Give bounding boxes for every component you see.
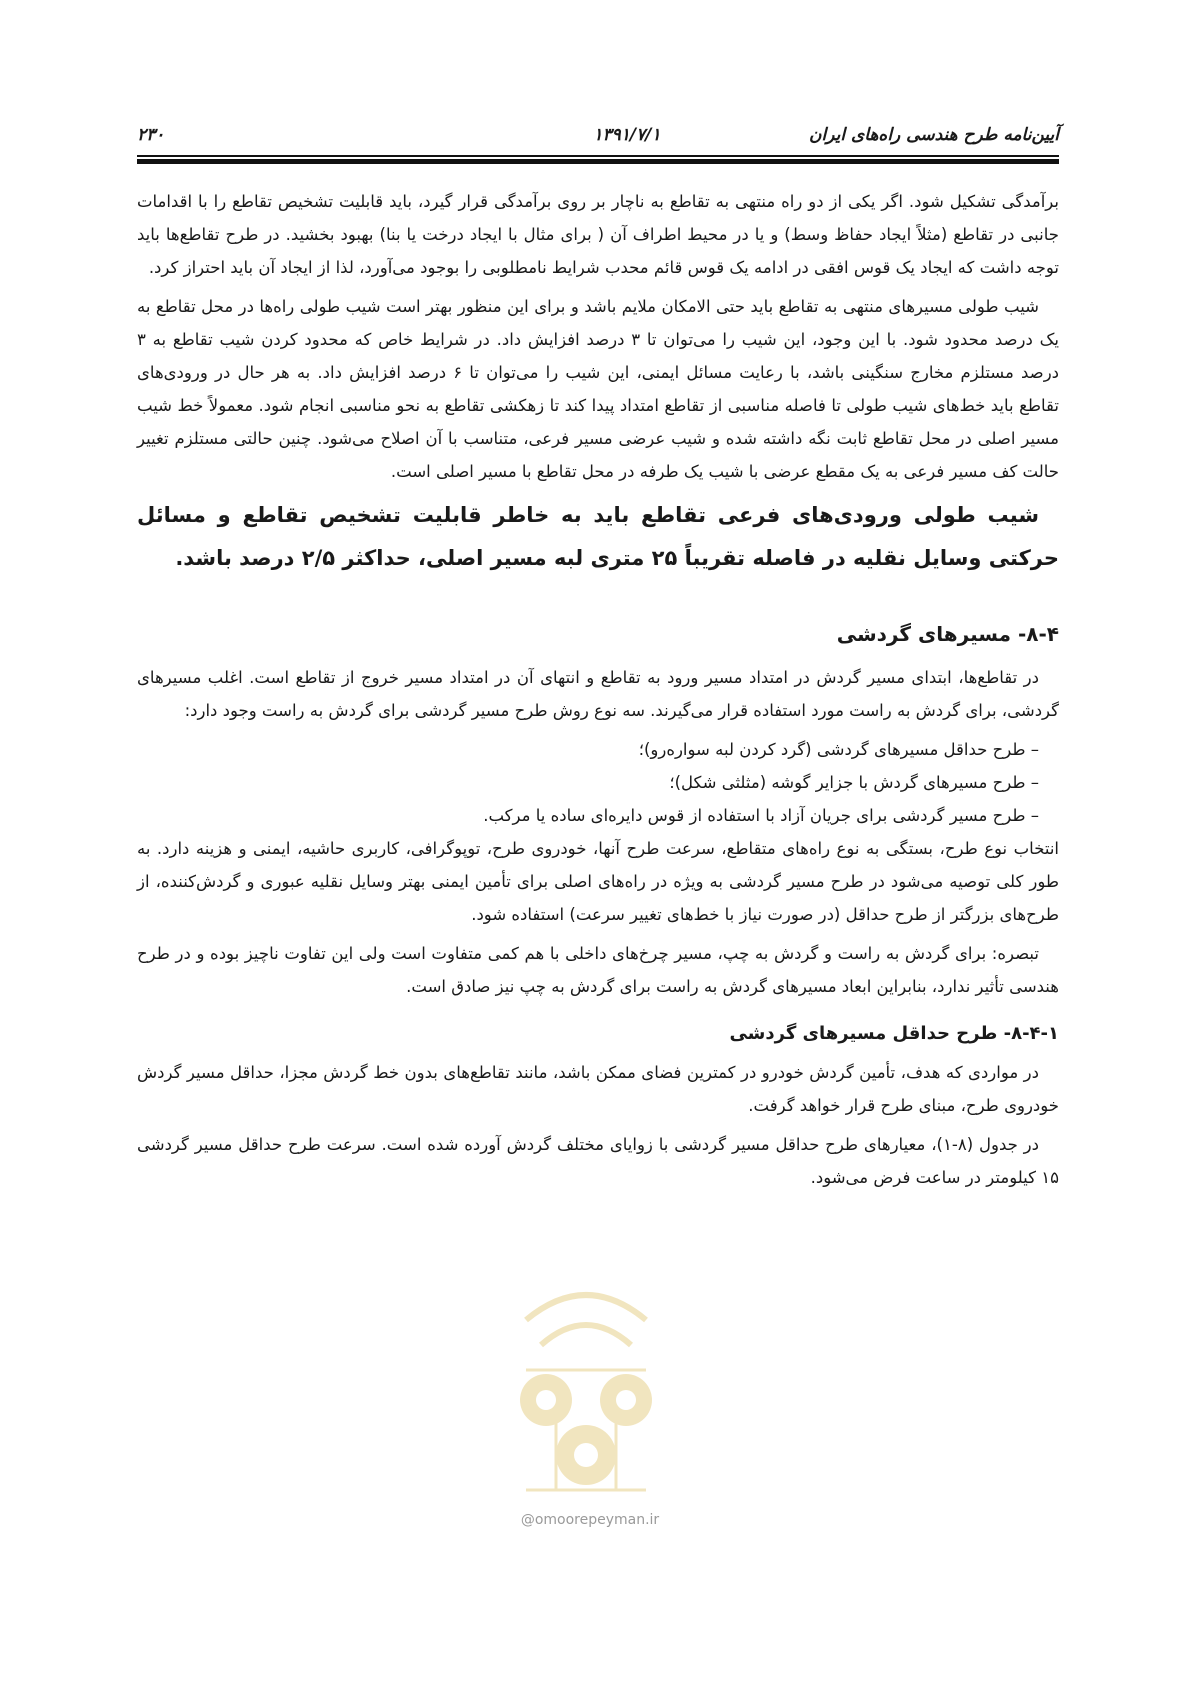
header-rule-thick bbox=[137, 159, 1059, 164]
paragraph: در جدول (۸-۱)، معیارهای طرح حداقل مسیر گردشی با زوایای مختلف گردش آورده شده است. سرعت طرح حداقل مسیر گردشی ۱۵ کیلومتر در ساعت فرض می‌شود. bbox=[137, 1135, 1059, 1187]
gear-logo-icon bbox=[486, 1260, 686, 1510]
list-item: – طرح مسیر گردشی برای جریان آزاد با استفاده از قوس دایره‌ای ساده یا مرکب. bbox=[137, 799, 1039, 832]
watermark-text: @omoorepeyman.ir bbox=[520, 1512, 660, 1528]
bullet-list bbox=[137, 733, 1059, 832]
page-number: ۲۳۰ bbox=[137, 125, 165, 145]
paragraph: در مواردی که هدف، تأمین گردش خودرو در کمترین فضای ممکن باشد، مانند تقاطع‌های بدون خط گردش مجزا، حداقل مسیر گردش خودروی طرح، مبنای طرح قرار خواهد گرفت. bbox=[137, 1063, 1059, 1115]
bold-rule-paragraph: شیب طولی ورودی‌های فرعی تقاطع باید به خاطر قابلیت تشخیص تقاطع و مسائل حرکتی وسایل نقلیه در فاصله تقریباً ۲۵ متری لبه مسیر اصلی، حداکثر ۲/۵ درصد باشد. bbox=[137, 503, 1059, 570]
header-rule-thin bbox=[137, 155, 1059, 157]
list-item: – طرح مسیرهای گردش با جزایر گوشه (مثلثی شکل)؛ bbox=[137, 766, 1039, 799]
page-content bbox=[137, 185, 1059, 1200]
list-item: – طرح حداقل مسیرهای گردشی (گرد کردن لبه سواره‌رو)؛ bbox=[137, 733, 1039, 766]
selection-paragraph: انتخاب نوع طرح، بستگی به نوع راه‌های متقاطع، سرعت طرح آنها، خودروی طرح، توپوگرافی، کاربری حاشیه، ایمنی و هزینه دارد. به طور کلی توصیه می‌شود در طرح مسیر گردشی به ویژه در راه‌های اصلی برای تأمین ایمنی بهتر وسایل نقلیه عبوری و گردش‌کننده، از طرح‌های بزرگتر از طرح حداقل (در صورت نیاز با خط‌های تغییر سرعت) استفاده شود. bbox=[137, 839, 1059, 924]
section-heading: ۸-۴- مسیرهای گردشی bbox=[836, 622, 1059, 646]
section-intro: در تقاطع‌ها، ابتدای مسیر گردش در امتداد مسیر ورود به تقاطع و انتهای آن در امتداد مسیر خروج از تقاطع است. اغلب مسیرهای گردشی، برای گردش به راست مورد استفاده قرار می‌گیرند. سه نوع روش طرح مسیر گردشی برای گردش به راست وجود دارد: bbox=[137, 668, 1059, 720]
header-date: ۱۳۹۱/۷/۱ bbox=[593, 125, 661, 145]
paragraph: شیب طولی مسیرهای منتهی به تقاطع باید حتی الامکان ملایم باشد و برای این منظور بهتر است شیب طولی راه‌ها در محل تقاطع به یک درصد محدود شود. با این وجود، این شیب را می‌توان تا ۳ درصد افزایش داد. در شرایط خاص که محدود کردن شیب تقاطع به ۳ درصد مستلزم مخارج سنگینی باشد، با رعایت مسائل ایمنی، این شیب را می‌توان تا ۶ درصد افزایش داد. به هر حال در ورودی‌های تقاطع باید خط‌های شیب طولی تا فاصله مناسبی از تقاطع امتداد پیدا کند تا زهکشی تقاطع به نحو مناسبی انجام شود. معمولاً خط شیب مسیر اصلی در محل تقاطع ثابت نگه داشته شده و شیب عرضی مسیر فرعی، متناسب با آن اصلاح می‌شود. چنین حالتی مستلزم تغییر حالت کف مسیر فرعی به یک مقطع عرضی با شیب یک طرفه در محل تقاطع با مسیر اصلی است. bbox=[137, 297, 1060, 481]
header-title: آیین‌نامه طرح هندسی راه‌های ایران bbox=[809, 125, 1059, 145]
paragraph: برآمدگی تشکیل شود. اگر یکی از دو راه منتهی به تقاطع به ناچار بر روی برآمدگی قرار گیرد، باید قابلیت تشخیص تقاطع را با اقدامات جانبی در تقاطع (مثلاً ایجاد حفاظ وسط) و یا در محیط اطراف آن ( برای مثال با ایجاد درخت یا بنا) بهبود بخشید. در طرح تقاطع‌ها باید توجه داشت که ایجاد یک قوس افقی در ادامه یک قوس قائم محدب شرایط نامطلوبی را بوجود می‌آورد، لذا از ایجاد آن باید احتراز کرد. bbox=[137, 192, 1059, 277]
subsection-heading: ۸-۴-۱- طرح حداقل مسیرهای گردشی bbox=[729, 1023, 1059, 1044]
page-header bbox=[137, 125, 1059, 151]
note-paragraph: تبصره: برای گردش به راست و گردش به چپ، مسیر چرخ‌های داخلی با هم کمی متفاوت است ولی این تفاوت ناچیز بوده و در طرح هندسی تأثیر ندارد، بنابراین ابعاد مسیرهای گردش به راست برای گردش به چپ نیز صادق است. bbox=[137, 944, 1059, 996]
